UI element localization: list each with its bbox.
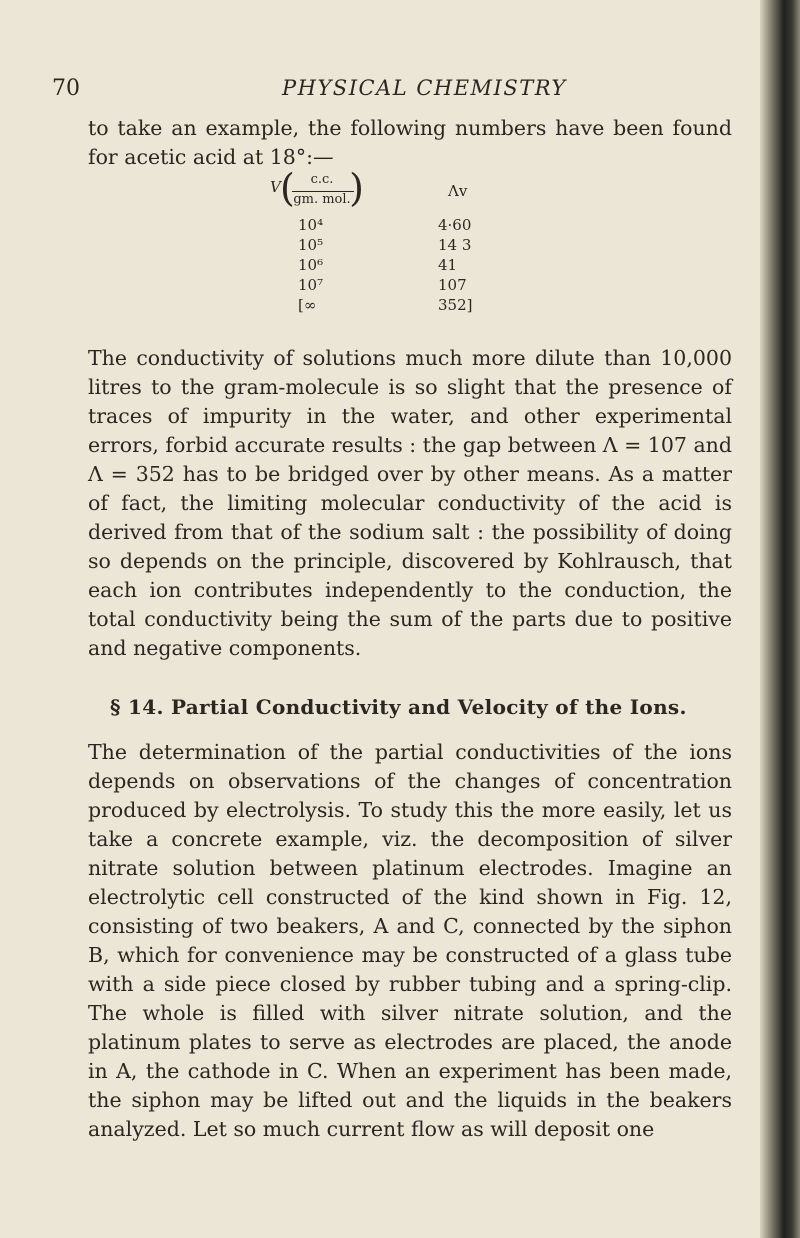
table-cell-v: 10⁵	[298, 236, 324, 254]
table-row	[270, 216, 530, 236]
body-paragraph	[88, 344, 732, 663]
table-col1-var: V	[270, 178, 281, 196]
table-cell-lambda: 14 3	[438, 236, 472, 254]
body-paragraph	[88, 738, 732, 1144]
page-number: 70	[52, 76, 80, 101]
intro-paragraph	[88, 114, 732, 172]
table-row	[270, 276, 530, 296]
paragraph-text: The conductivity of solutions much more dilute than 10,000 litres to the gram-molecule is so slight that the presence of traces of impurity in the water, and other experimental errors, forbid accurate results : the gap between Λ = 107 and Λ = 352 has to be bridged over by other means. As a matter of fact, the limiting molecular conductivity of the acid is derived from that of the sodium salt : the possibility of doing so depends on the principle, discovered by Kohlrausch, that each ion contributes independently to the conduction, the total conductivity being the sum of the parts due to positive and negative components.	[88, 346, 732, 660]
left-paren: (	[280, 166, 295, 210]
table-cell-v: 10⁷	[298, 276, 324, 294]
book-spine-shadow	[760, 0, 800, 1238]
unit-denominator: gm. mol.	[293, 192, 351, 207]
table-row	[270, 256, 530, 276]
section-heading: § 14. Partial Conductivity and Velocity of the Ions.	[110, 695, 687, 719]
running-head: PHYSICAL CHEMISTRY	[282, 76, 567, 100]
table-row	[270, 236, 530, 256]
page-header	[52, 76, 712, 106]
right-paren: )	[349, 166, 364, 210]
table-rows	[270, 216, 530, 316]
table-cell-lambda: 107	[438, 276, 467, 294]
table-col2-head: Λv	[448, 182, 468, 200]
table-cell-lambda: 41	[438, 256, 458, 274]
unit-numerator: c.c.	[310, 172, 334, 187]
table-cell-lambda: 4·60	[438, 216, 472, 234]
paragraph-text: The determination of the partial conductivities of the ions depends on observations of the changes of concentration produced by electrolysis. To study this the more easily, let us take a concrete example, viz. the decomposition of silver nitrate solution between platinum electrodes. Imagine an electrolytic cell constructed of the kind shown in Fig. 12, consisting of two beakers, A and C, connected by the siphon B, which for convenience may be constructed of a glass tube with a side piece closed by rubber tubing and a spring-clip. The whole is filled with silver nitrate solution, and the platinum plates to serve as electrodes are placed, the anode in A, the cathode in C. When an experiment has been made, the siphon may be lifted out and the liquids in the beakers analyzed. Let so much current flow as will deposit one	[88, 740, 732, 1141]
table-row	[270, 296, 530, 316]
table-col1-unit	[280, 166, 364, 212]
table-cell-v: [∞	[298, 296, 317, 314]
intro-text: to take an example, the following numbers have been found for acetic acid at 18°:—	[88, 116, 732, 169]
table-cell-lambda: 352]	[438, 296, 473, 314]
table-cell-v: 10⁴	[298, 216, 324, 234]
table-cell-v: 10⁶	[298, 256, 324, 274]
